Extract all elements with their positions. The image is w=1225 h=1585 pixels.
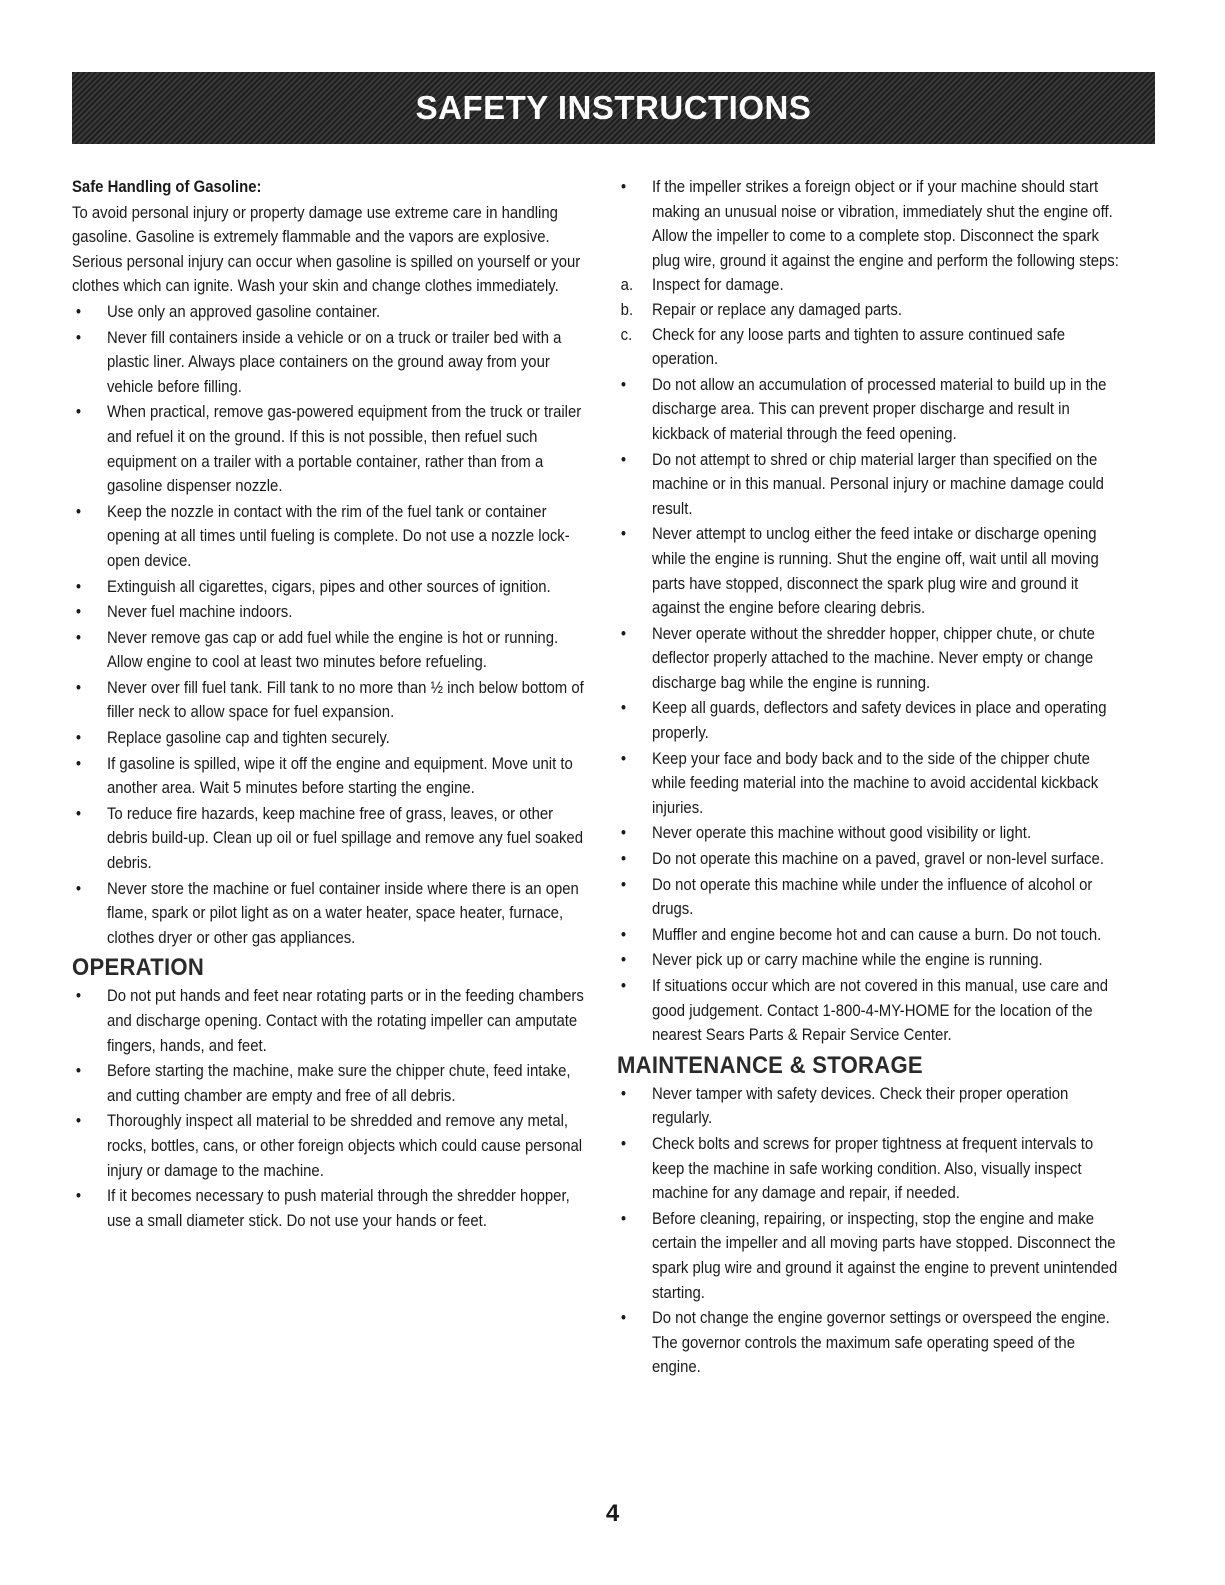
bullet-icon: • [75, 577, 82, 596]
list-item-text: If gasoline is spilled, wipe it off the engine and equipment. Move unit to another area. Wait 5 minutes before starting the engine. [106, 754, 573, 798]
list-item [72, 300, 587, 325]
bullet-icon: • [75, 754, 82, 773]
bullet-icon: • [75, 403, 82, 422]
list-item [72, 626, 587, 675]
operation-list [72, 984, 587, 1233]
step-text: Inspect for damage. [651, 276, 784, 295]
bullet-icon: • [75, 302, 82, 321]
bullet-icon: • [620, 699, 627, 718]
list-item-text: Do not put hands and feet near rotating parts or in the feeding chambers and discharge opening. Contact with the rotating impeller can amputate fingers, hands, and feet. [106, 987, 584, 1055]
bullet-icon: • [75, 628, 82, 647]
list-item [72, 1109, 587, 1183]
list-item-text: If situations occur which are not covered in this manual, use care and good judgement. Contact 1-800-4-MY-HOME for the location of the nearest Sears Parts & Repair Service Center. [651, 977, 1109, 1045]
list-item-text: Keep the nozzle in contact with the rim of the fuel tank or container opening at all times until fueling is complete. Do not use a nozzle lock-open device. [106, 502, 570, 570]
list-item-text: Extinguish all cigarettes, cigars, pipes and other sources of ignition. [106, 577, 551, 596]
list-item [617, 1306, 1128, 1380]
list-item-text: Before starting the machine, make sure the chipper chute, feed intake, and cutting chamber are empty and free of all debris. [106, 1062, 571, 1105]
list-item-text: Never over fill fuel tank. Fill tank to no more than ½ inch below bottom of filler neck to allow space for fuel expansion. [106, 678, 584, 722]
operation-continued-list [617, 175, 1128, 1048]
bullet-icon: • [75, 729, 82, 748]
bullet-icon: • [75, 804, 82, 823]
list-item [72, 500, 587, 574]
list-item-text: To reduce fire hazards, keep machine free of grass, leaves, or other debris build-up. Clean up oil or fuel spillage and remove any fuel soaked debris. [106, 804, 583, 873]
step-text: Repair or replace any damaged parts. [651, 300, 902, 319]
list-item-text: Never attempt to unclog either the feed intake or discharge opening while the engine is running. Shut the engine off, wait until all moving parts have stopped, disconnect the spark plug wire and ground it against the engine before clearing debris. [651, 525, 1099, 618]
right-column [617, 175, 1128, 1381]
bullet-icon: • [620, 977, 627, 995]
list-item [72, 726, 587, 751]
list-item [72, 676, 587, 725]
list-item-text: Never operate without the shredder hopper, chipper chute, or chute deflector properly attached to the machine. Never empty or change discharge bag while the engine is running. [651, 624, 1095, 692]
step-item [617, 273, 1128, 298]
bullet-icon: • [620, 749, 627, 768]
list-item-text: Never operate this machine without good visibility or light. [651, 824, 1032, 843]
list-item [72, 752, 587, 801]
list-item-text: Do not allow an accumulation of processed material to build up in the discharge area. This can prevent proper discharge and result in kickback of material through the feed opening. [651, 375, 1107, 443]
bullet-icon: • [75, 328, 82, 347]
bullet-icon: • [75, 1062, 82, 1081]
bullet-icon: • [620, 1134, 627, 1153]
list-item [72, 1059, 587, 1108]
list-item [617, 974, 1128, 1048]
step-letter: b. [620, 300, 634, 319]
list-item-text: Check bolts and screws for proper tightness at frequent intervals to keep the machine in safe working condition. Also, visually inspect machine for any damage and repair, if needed. [651, 1134, 1094, 1203]
list-item-text: Use only an approved gasoline container. [106, 302, 381, 321]
bullet-icon: • [620, 875, 627, 894]
bullet-icon: • [75, 1112, 82, 1131]
list-item [617, 522, 1128, 620]
list-item-text: Muffler and engine become hot and can cause a burn. Do not touch. [651, 925, 1102, 944]
list-item-text: Do not attempt to shred or chip material larger than specified on the machine or in this manual. Personal injury or machine damage could result. [651, 450, 1104, 518]
list-item [617, 1207, 1128, 1305]
list-item [72, 877, 587, 951]
maintenance-list [617, 1082, 1128, 1380]
gasoline-heading: Safe Handling of Gasoline: [72, 178, 262, 196]
list-item [617, 1082, 1128, 1131]
list-item [617, 696, 1128, 745]
bullet-icon: • [620, 450, 627, 469]
list-item-text: Never remove gas cap or add fuel while the engine is hot or running. Allow engine to cool at least two minutes before refueling. [106, 628, 559, 672]
bullet-icon: • [75, 879, 82, 898]
step-letter: c. [620, 325, 633, 344]
list-item-text: Replace gasoline cap and tighten securely. [106, 729, 390, 748]
list-item-text: Do not operate this machine on a paved, gravel or non-level surface. [651, 850, 1104, 869]
list-item [617, 448, 1128, 522]
bullet-icon: • [620, 525, 627, 544]
operation-heading: OPERATION [72, 954, 205, 982]
step-text: Check for any loose parts and tighten to assure continued safe operation. [651, 325, 1066, 369]
bullet-icon: • [620, 375, 627, 394]
bullet-icon: • [75, 1187, 82, 1206]
list-item-text: Never pick up or carry machine while the engine is running. [651, 951, 1043, 970]
list-item [617, 175, 1128, 372]
bullet-icon: • [75, 678, 82, 697]
bullet-icon: • [620, 824, 627, 843]
list-item-text: If the impeller strikes a foreign object or if your machine should start making an unusual noise or vibration, immediately shut the engine off. Allow the impeller to come to a complete stop. Disconnect the spark plug wire, ground it against the engine and perform the following steps: [651, 178, 1119, 270]
list-item-text: Do not operate this machine while under the influence of alcohol or drugs. [651, 875, 1093, 919]
list-item-text: Do not change the engine governor settings or overspeed the engine. The governor controls the maximum safe operating speed of the engine. [651, 1309, 1110, 1377]
list-item [617, 923, 1128, 948]
bullet-icon: • [75, 502, 82, 521]
list-item [617, 1132, 1128, 1206]
list-item [72, 1184, 587, 1233]
list-item [617, 873, 1128, 922]
bullet-icon: • [620, 178, 627, 196]
list-item [72, 802, 587, 876]
list-item-text: Before cleaning, repairing, or inspecting, stop the engine and make certain the impeller and all moving parts have stopped. Disconnect the spark plug wire and ground it against the engine to prevent unintended starting. [651, 1209, 1118, 1302]
bullet-icon: • [620, 624, 627, 643]
list-item [617, 373, 1128, 447]
list-item [72, 600, 587, 625]
bullet-icon: • [75, 603, 82, 622]
maintenance-heading: MAINTENANCE & STORAGE [617, 1051, 923, 1079]
list-item-text: Keep your face and body back and to the side of the chipper chute while feeding material into the machine to avoid accidental kickback injuries. [651, 749, 1099, 817]
list-item-text: Never fuel machine indoors. [106, 603, 293, 622]
list-item [617, 622, 1128, 696]
step-letter: a. [620, 276, 634, 295]
bullet-icon: • [620, 951, 627, 970]
step-item [617, 298, 1128, 323]
bullet-icon: • [620, 925, 627, 944]
left-column [72, 175, 587, 1234]
list-item [617, 747, 1128, 821]
list-item-text: Never store the machine or fuel container inside where there is an open flame, spark or pilot light as on a water heater, space heater, furnace, clothes dryer or other gas appliances. [106, 879, 579, 947]
list-item-text: Keep all guards, deflectors and safety devices in place and operating properly. [651, 699, 1107, 743]
bullet-icon: • [620, 1084, 627, 1103]
list-item-text: Thoroughly inspect all material to be shredded and remove any metal, rocks, bottles, cans, or other foreign objects which could cause personal injury or damage to the machine. [106, 1112, 583, 1180]
list-item-text: When practical, remove gas-powered equipment from the truck or trailer and refuel it on the ground. If this is not possible, then refuel such equipment on a trailer with a portable container, rather than from a gasoline dispenser nozzle. [106, 403, 582, 496]
list-item [72, 575, 587, 600]
bullet-icon: • [620, 1309, 627, 1328]
page-title: SAFETY INSTRUCTIONS [415, 89, 812, 126]
list-item [617, 821, 1128, 846]
inspection-steps [617, 273, 1128, 371]
list-item [72, 400, 587, 498]
bullet-icon: • [75, 987, 82, 1006]
gasoline-list [72, 300, 587, 950]
list-item [72, 326, 587, 400]
bullet-icon: • [620, 850, 627, 869]
list-item [72, 984, 587, 1058]
list-item-text: Never fill containers inside a vehicle or on a truck or trailer bed with a plastic liner. Always place containers on the ground away from your vehicle before filling. [106, 328, 562, 396]
step-item [617, 323, 1128, 372]
list-item-text: Never tamper with safety devices. Check their proper operation regularly. [651, 1084, 1069, 1128]
list-item-text: If it becomes necessary to push material through the shredder hopper, use a small diameter stick. Do not use your hands or feet. [106, 1187, 570, 1230]
gasoline-intro: To avoid personal injury or property damage use extreme care in handling gasoline. Gasoline is extremely flammable and the vapors are explosive. Serious personal injury can occur when gasoline is spilled on yourself or your clothes which can ignite. Wash your skin and change clothes immediately. [72, 203, 581, 296]
bullet-icon: • [620, 1209, 627, 1228]
page-number: 4 [605, 1500, 620, 1527]
safety-instructions-banner [72, 72, 1155, 144]
list-item [617, 847, 1128, 872]
list-item [617, 948, 1128, 973]
